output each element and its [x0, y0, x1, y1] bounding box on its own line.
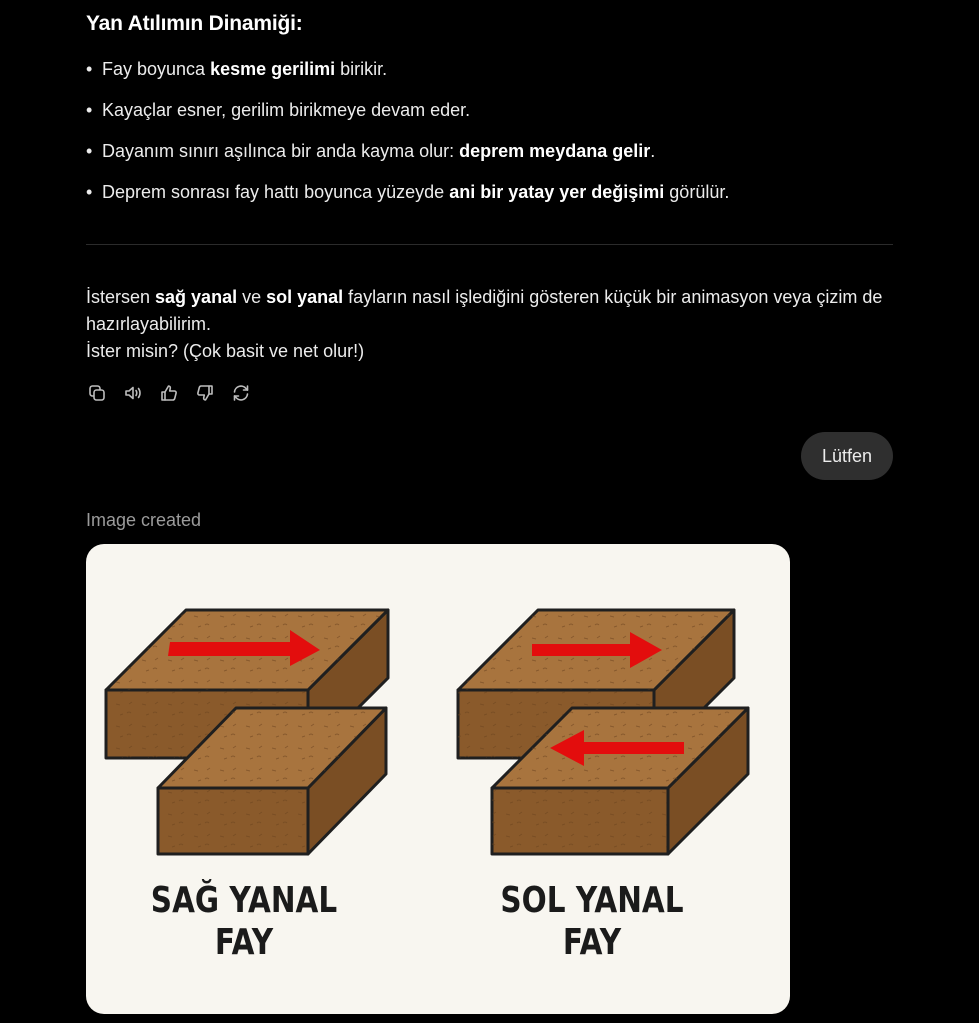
- left-lateral-fault-diagram: [458, 610, 748, 854]
- copy-button[interactable]: [86, 382, 108, 404]
- bad-response-button[interactable]: [194, 382, 216, 404]
- section-heading: Yan Atılımın Dinamiği:: [86, 12, 303, 35]
- thumbs-down-icon: [195, 383, 215, 403]
- regenerate-icon: [231, 383, 251, 403]
- followup-text: ve: [237, 287, 267, 307]
- bullet-text: Deprem sonrası fay hattı boyunca yüzeyde: [102, 182, 450, 202]
- list-item: [86, 138, 906, 164]
- list-item: [86, 97, 906, 123]
- caption-line: SOL YANAL: [500, 880, 684, 921]
- followup-text: fayların nasıl işlediğini gösteren küçük bir animasyon veya çizim de hazırlayabilirim.: [86, 287, 883, 334]
- read-aloud-button[interactable]: [122, 382, 144, 404]
- bullet-dot: •: [86, 182, 93, 202]
- bullet-dot: •: [86, 100, 93, 120]
- caption-line: FAY: [562, 922, 622, 963]
- caption-line: FAY: [214, 922, 274, 963]
- followup-bold: sağ yanal: [155, 287, 238, 307]
- right-lateral-caption: [146, 880, 343, 964]
- bullet-bold: kesme gerilimi: [210, 59, 336, 79]
- image-created-label: Image created: [86, 510, 202, 530]
- bullet-text: .: [650, 141, 656, 161]
- regenerate-button[interactable]: [230, 382, 252, 404]
- divider: [86, 244, 893, 245]
- copy-icon: [87, 383, 107, 403]
- caption-line: SAĞ YANAL: [150, 880, 338, 921]
- bullet-list: [86, 56, 906, 220]
- bullet-text: Fay boyunca: [102, 59, 211, 79]
- followup-text: İstersen: [86, 287, 156, 307]
- generated-image[interactable]: [86, 544, 790, 1014]
- left-lateral-caption: [494, 880, 691, 964]
- bullet-text: Dayanım sınırı aşılınca bir anda kayma olur:: [102, 141, 460, 161]
- speaker-icon: [123, 383, 143, 403]
- bullet-text: görülür.: [664, 182, 730, 202]
- bullet-dot: •: [86, 141, 93, 161]
- list-item: [86, 56, 906, 82]
- bullet-text: Kayaçlar esner, gerilim birikmeye devam eder.: [102, 100, 471, 120]
- assistant-followup: [86, 284, 896, 365]
- list-item: [86, 179, 906, 205]
- bullet-bold: deprem meydana gelir: [459, 141, 651, 161]
- bullet-text: birikir.: [335, 59, 388, 79]
- followup-bold: sol yanal: [266, 287, 344, 307]
- good-response-button[interactable]: [158, 382, 180, 404]
- user-message-text: Lütfen: [821, 445, 873, 466]
- right-lateral-fault-diagram: [106, 610, 388, 854]
- message-actions: [86, 382, 252, 404]
- followup-question: İster misin? (Çok basit ve net olur!): [86, 341, 365, 361]
- bullet-dot: •: [86, 59, 93, 79]
- bullet-bold: ani bir yatay yer değişimi: [449, 182, 665, 202]
- thumbs-up-icon: [159, 383, 179, 403]
- user-message-bubble: [801, 432, 893, 480]
